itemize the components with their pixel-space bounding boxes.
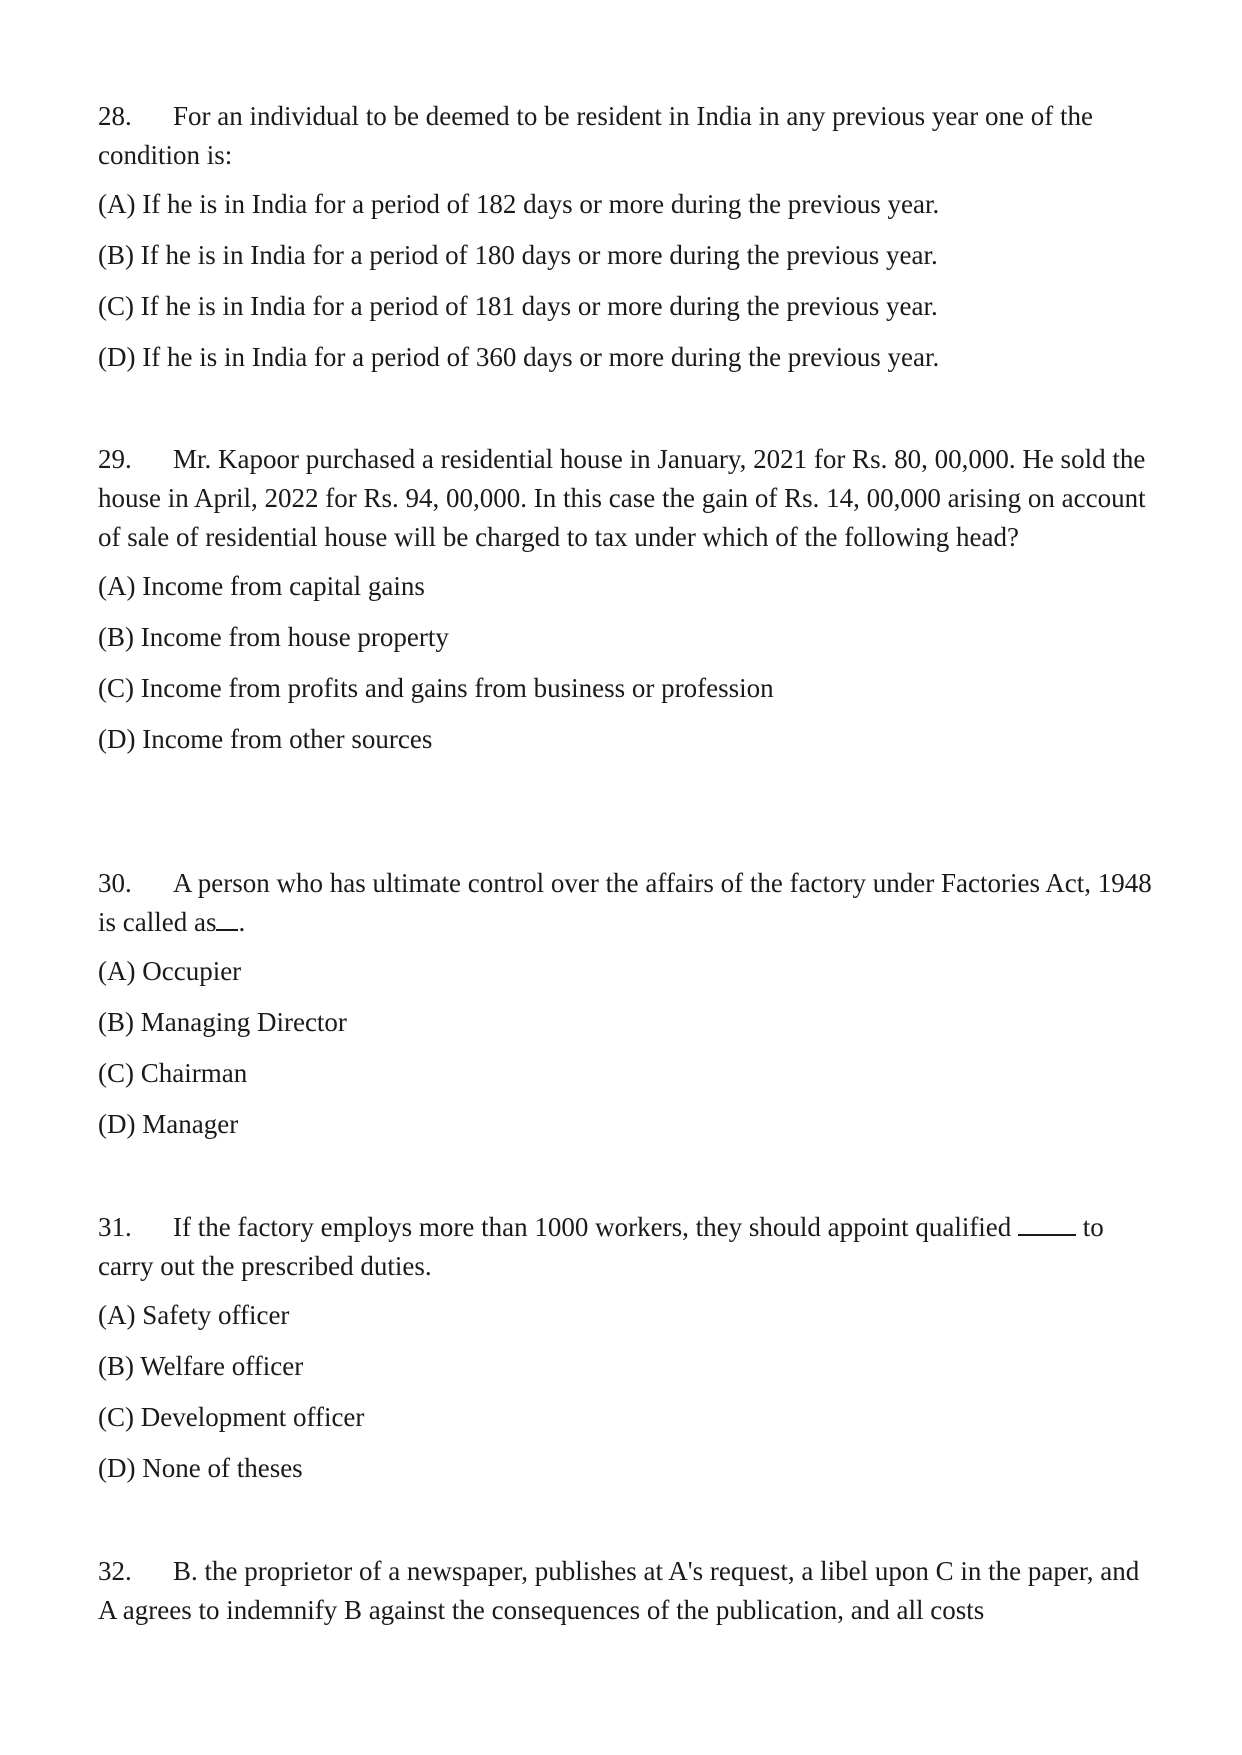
question-number: 28. bbox=[98, 101, 132, 131]
question-text bbox=[98, 1208, 1160, 1286]
question-body: For an individual to be deemed to be resident in India in any previous year one of the condition is: bbox=[98, 101, 1093, 170]
option-d: (D) Income from other sources bbox=[98, 724, 433, 754]
options-list bbox=[98, 1296, 1160, 1488]
question-text bbox=[98, 864, 1160, 942]
option-a: (A) Safety officer bbox=[98, 1300, 290, 1330]
question-body: B. the proprietor of a newspaper, publishes at A's request, a libel upon C in the paper, and A agrees to indemnify B against the consequences of the publication, and all costs bbox=[98, 1556, 1140, 1625]
question-29 bbox=[98, 440, 1160, 771]
option-c: (C) Income from profits and gains from business or profession bbox=[98, 673, 774, 703]
question-number: 32. bbox=[98, 1556, 132, 1586]
option-c: (C) If he is in India for a period of 181 days or more during the previous year. bbox=[98, 291, 938, 321]
question-body: If the factory employs more than 1000 workers, they should appoint qualified bbox=[173, 1212, 1012, 1242]
option-c: (C) Chairman bbox=[98, 1058, 248, 1088]
option-d: (D) If he is in India for a period of 360 days or more during the previous year. bbox=[98, 342, 940, 372]
option-b: (B) Welfare officer bbox=[98, 1351, 304, 1381]
question-number: 29. bbox=[98, 444, 132, 474]
question-body: A person who has ultimate control over the affairs of the factory under Factories Act, 1948 is called as bbox=[98, 868, 1152, 937]
question-number: 30. bbox=[98, 868, 132, 898]
question-text bbox=[98, 1552, 1160, 1630]
options-list bbox=[98, 185, 1160, 377]
question-number: 31. bbox=[98, 1212, 132, 1242]
answer-blank bbox=[216, 909, 238, 931]
option-d: (D) Manager bbox=[98, 1109, 239, 1139]
option-a: (A) If he is in India for a period of 182 days or more during the previous year. bbox=[98, 189, 940, 219]
option-b: (B) If he is in India for a period of 180 days or more during the previous year. bbox=[98, 240, 938, 270]
question-body-end: . bbox=[238, 907, 246, 937]
option-b: (B) Managing Director bbox=[98, 1007, 347, 1037]
option-a: (A) Income from capital gains bbox=[98, 571, 425, 601]
question-30 bbox=[98, 864, 1160, 1156]
question-32 bbox=[98, 1552, 1160, 1630]
option-a: (A) Occupier bbox=[98, 956, 242, 986]
answer-blank bbox=[1018, 1214, 1076, 1236]
question-body: Mr. Kapoor purchased a residential house in January, 2021 for Rs. 80, 00,000. He sold the house in April, 2022 for Rs. 94, 00,000. In this case the gain of Rs. 14, 00,000 arising on account of sale of residential house will be charged to tax under which of the following head? bbox=[98, 444, 1146, 552]
option-d: (D) None of theses bbox=[98, 1453, 303, 1483]
question-text bbox=[98, 97, 1160, 175]
options-list bbox=[98, 567, 1160, 759]
question-body-end: to carry out the prescribed duties. bbox=[98, 1212, 1104, 1281]
option-b: (B) Income from house property bbox=[98, 622, 449, 652]
options-list bbox=[98, 952, 1160, 1144]
question-28 bbox=[98, 97, 1160, 389]
question-31 bbox=[98, 1208, 1160, 1500]
option-c: (C) Development officer bbox=[98, 1402, 365, 1432]
question-text bbox=[98, 440, 1160, 557]
